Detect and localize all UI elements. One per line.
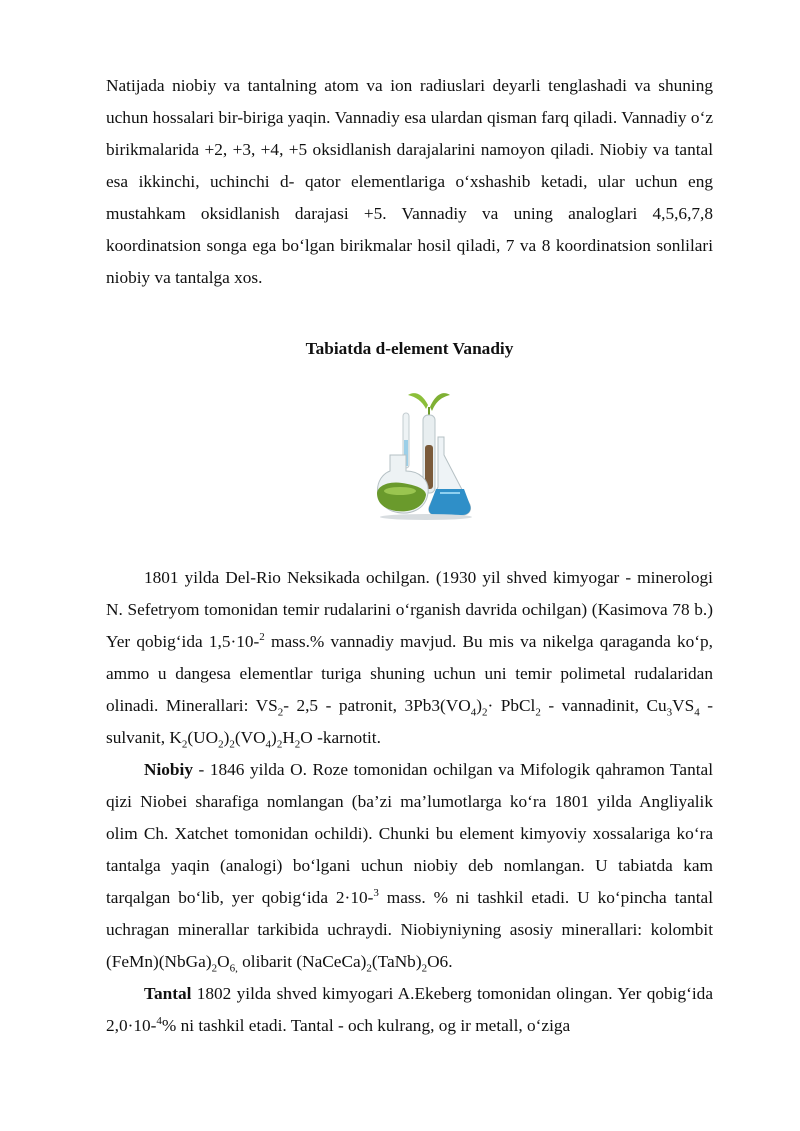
subscript: 2 <box>218 738 224 751</box>
subscript: 6, <box>229 962 238 975</box>
subscript: 2 <box>277 706 284 719</box>
text-run: - 1846 yilda O. Roze tomonidan ochilgan va Mifologik qahramon Tantal qizi Niobei sharafiga nomlangan (ba’zi ma’lumotlarga ko‘ra 1801 yilda Angliyalik olim Ch. Xatchet tomonidan ochildi). Chunki bu element kimyoviy xossalariga ko‘ra tantalga yaqin (analogi) bo‘lgani uchun niobiy deb nomlangan. U tabiatda kam tarqalgan bo‘lib, yer qobig‘ida 2·10- <box>106 760 713 907</box>
subscript: 2 <box>294 738 301 751</box>
superscript: 3 <box>373 887 379 900</box>
text-run: mass.% vannadiy mavjud. Bu mis va nikelga qaraganda ko‘p, ammo u dangesa elementlar turiga shuning uchun uni temir polimetal rudalaridan olinadi. Minerallari: VS <box>106 632 713 715</box>
subscript: 3 <box>666 706 673 719</box>
subscript: 2 <box>211 962 218 975</box>
section-heading: Tabiatda d-element Vanadiy <box>305 339 514 358</box>
superscript: 4 <box>156 1015 162 1028</box>
term-tantal: Tantal <box>144 984 192 1003</box>
paragraph-niobium <box>106 754 713 978</box>
text-run: olibarit (NaCeCa) <box>237 952 367 971</box>
subscript: 2 <box>535 706 541 719</box>
subscript: 4 <box>694 706 700 719</box>
text-run: - sulvanit, K <box>106 696 713 747</box>
text-run: (VO <box>234 728 266 747</box>
text-run: (UO <box>187 728 219 747</box>
text-run: - 2,5 - patronit, 3Pb3(VO <box>283 696 471 715</box>
text-run: (TaNb) <box>371 952 422 971</box>
text-run: O <box>217 952 230 971</box>
paragraph-vanadium <box>106 562 713 754</box>
subscript: 4 <box>470 706 477 719</box>
subscript: 2 <box>229 738 235 751</box>
lab-flasks-illustration <box>370 385 480 520</box>
text-run: VS <box>672 696 695 715</box>
subscript: 4 <box>265 738 272 751</box>
flasks-icon <box>370 385 480 520</box>
paragraph-tantalum <box>106 978 713 1042</box>
text-run: ) <box>223 728 230 747</box>
term-niobiy: Niobiy <box>144 760 193 779</box>
subscript: 2 <box>366 962 372 975</box>
text-run: 1802 yilda shved kimyogari A.Ekeberg tomonidan olingan. Yer qobig‘ida 2,0·10- <box>106 984 713 1035</box>
subscript: 2 <box>421 962 428 975</box>
text-run: ) <box>476 696 482 715</box>
text-run: - vannadinit, Cu <box>540 696 667 715</box>
text-run: H <box>282 728 295 747</box>
subscript: 2 <box>276 738 283 751</box>
text-run: % ni tashkil etadi. Tantal - och kulrang, og ir metall, o‘ziga <box>161 1016 571 1035</box>
paragraph-intro: Natijada niobiy va tantalning atom va ion radiuslari deyarli tenglashadi va shuning uchun hossalari bir-biriga yaqin. Vannadiy esa ulardan qisman farq qiladi. Vannadiy o‘z birikmalarida +2, +3, +4, +5 oksidlanish darajalarini namoyon qiladi. Niobiy va tantal esa ikkinchi, uchinchi d- qator elementlariga o‘xshashib ketadi, ular uchun eng mustahkam oksidlanish darajasi +5. Vannadiy va uning analoglari 4,5,6,7,8 koordinatsion songa ega bo‘lgan birikmalar hosil qiladi, 7 va 8 koordinatsion sonlilari niobiy va tantalga xos. <box>106 76 713 287</box>
text-run: · PbCl <box>487 696 536 715</box>
text-run: O -karnotit. <box>300 728 381 747</box>
superscript: 2 <box>259 631 265 644</box>
text-run: O6. <box>427 952 453 971</box>
text-run: mass. % ni tashkil etadi. U ko‘pincha tantal uchragan minerallar tarkibida uchraydi. Niobiyniyning asosiy minerallari: kolombit (FeMn)(NbGa) <box>106 888 713 971</box>
subscript: 2 <box>181 738 188 751</box>
text-run: 1801 yilda Del-Rio Neksikada ochilgan. (1930 yil shved kimyogar - minerologi N. Sefetryom tomonidan temir rudalarini o‘rganish davrida ochilgan) (Kasimova 78 b.) Yer qobig‘ida 1,5·10- <box>106 568 713 651</box>
text-run: ) <box>271 728 277 747</box>
subscript: 2 <box>481 706 488 719</box>
